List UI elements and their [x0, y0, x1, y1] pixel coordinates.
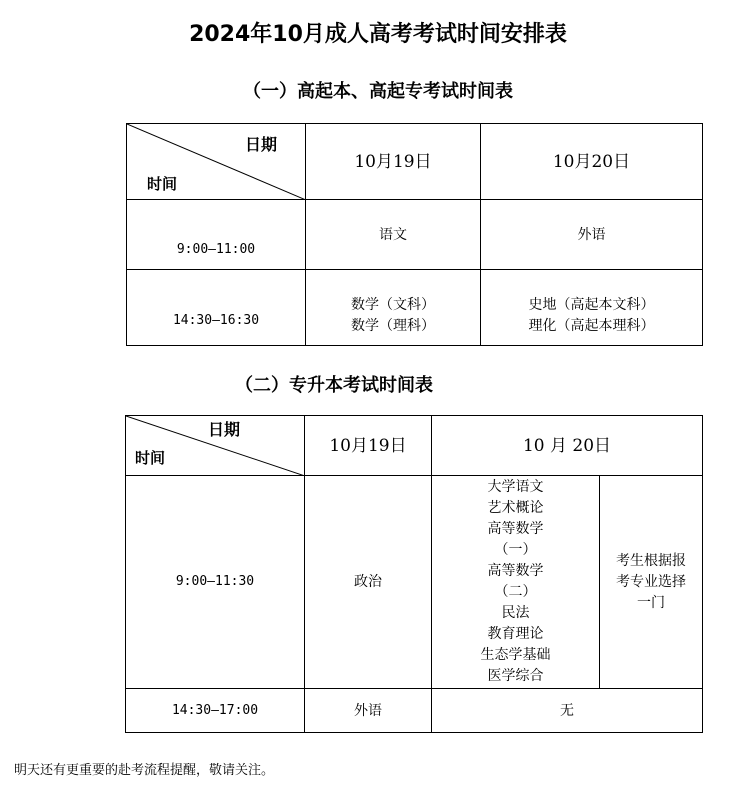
subject-text: 数学（文科） [351, 297, 435, 313]
note-line: 考生根据报 [616, 552, 686, 569]
subject-list-cell [432, 476, 600, 689]
subject-cell: 外语 [305, 689, 432, 733]
corner-time-label: 时间 [135, 449, 166, 467]
date-header-1: 10月19日 [306, 124, 481, 200]
section2-heading: （二）专升本考试时间表 [235, 375, 433, 396]
subject-cell: 无 [432, 689, 703, 733]
subject-note-cell [600, 476, 703, 689]
subject-item: （一） [494, 542, 537, 558]
subject-cell: 语文 [306, 200, 481, 270]
corner-date-label: 日期 [208, 420, 241, 439]
note-line: 一门 [637, 594, 665, 611]
subject-text: 数学（理科） [351, 318, 435, 334]
note-line: 考专业选择 [616, 573, 686, 590]
time-cell: 9:00—11:30 [126, 476, 305, 689]
time-cell: 14:30—17:00 [126, 689, 305, 733]
subject-cell: 政治 [305, 476, 432, 689]
time-cell: 9:00—11:00 [127, 200, 306, 270]
subject-cell [306, 270, 481, 346]
footnote: 明天还有更重要的赴考流程提醒，敬请关注。 [14, 763, 275, 778]
subject-cell: 外语 [481, 200, 703, 270]
corner-date-label: 日期 [245, 135, 278, 154]
subject-text: 理化（高起本理科） [528, 318, 655, 334]
date-header-2: 10月20日 [481, 124, 703, 200]
corner-header-cell [127, 124, 306, 200]
corner-header-cell [126, 416, 305, 476]
subject-item: 生态学基础 [480, 647, 551, 663]
time-cell: 14:30—16:30 [127, 270, 306, 346]
subject-item: 艺术概论 [487, 500, 544, 516]
subject-cell [481, 270, 703, 346]
date-header-1: 10月19日 [305, 416, 432, 476]
subject-item: 教育理论 [487, 626, 544, 642]
schedule-table-2 [125, 415, 703, 733]
schedule-table-1 [126, 123, 703, 346]
subject-item: 医学综合 [487, 668, 544, 684]
section1-heading: （一）高起本、高起专考试时间表 [243, 81, 513, 102]
subject-item: 高等数学 [487, 563, 544, 579]
subject-item: （二） [494, 584, 537, 600]
page-title: 2024年10月成人高考考试时间安排表 [189, 22, 567, 47]
subject-item: 大学语文 [487, 479, 544, 495]
date-header-2: 10 月 20日 [432, 416, 703, 476]
subject-item: 高等数学 [487, 521, 544, 537]
corner-time-label: 时间 [147, 175, 178, 193]
subject-text: 史地（高起本文科） [528, 297, 655, 313]
subject-item: 民法 [501, 605, 530, 621]
